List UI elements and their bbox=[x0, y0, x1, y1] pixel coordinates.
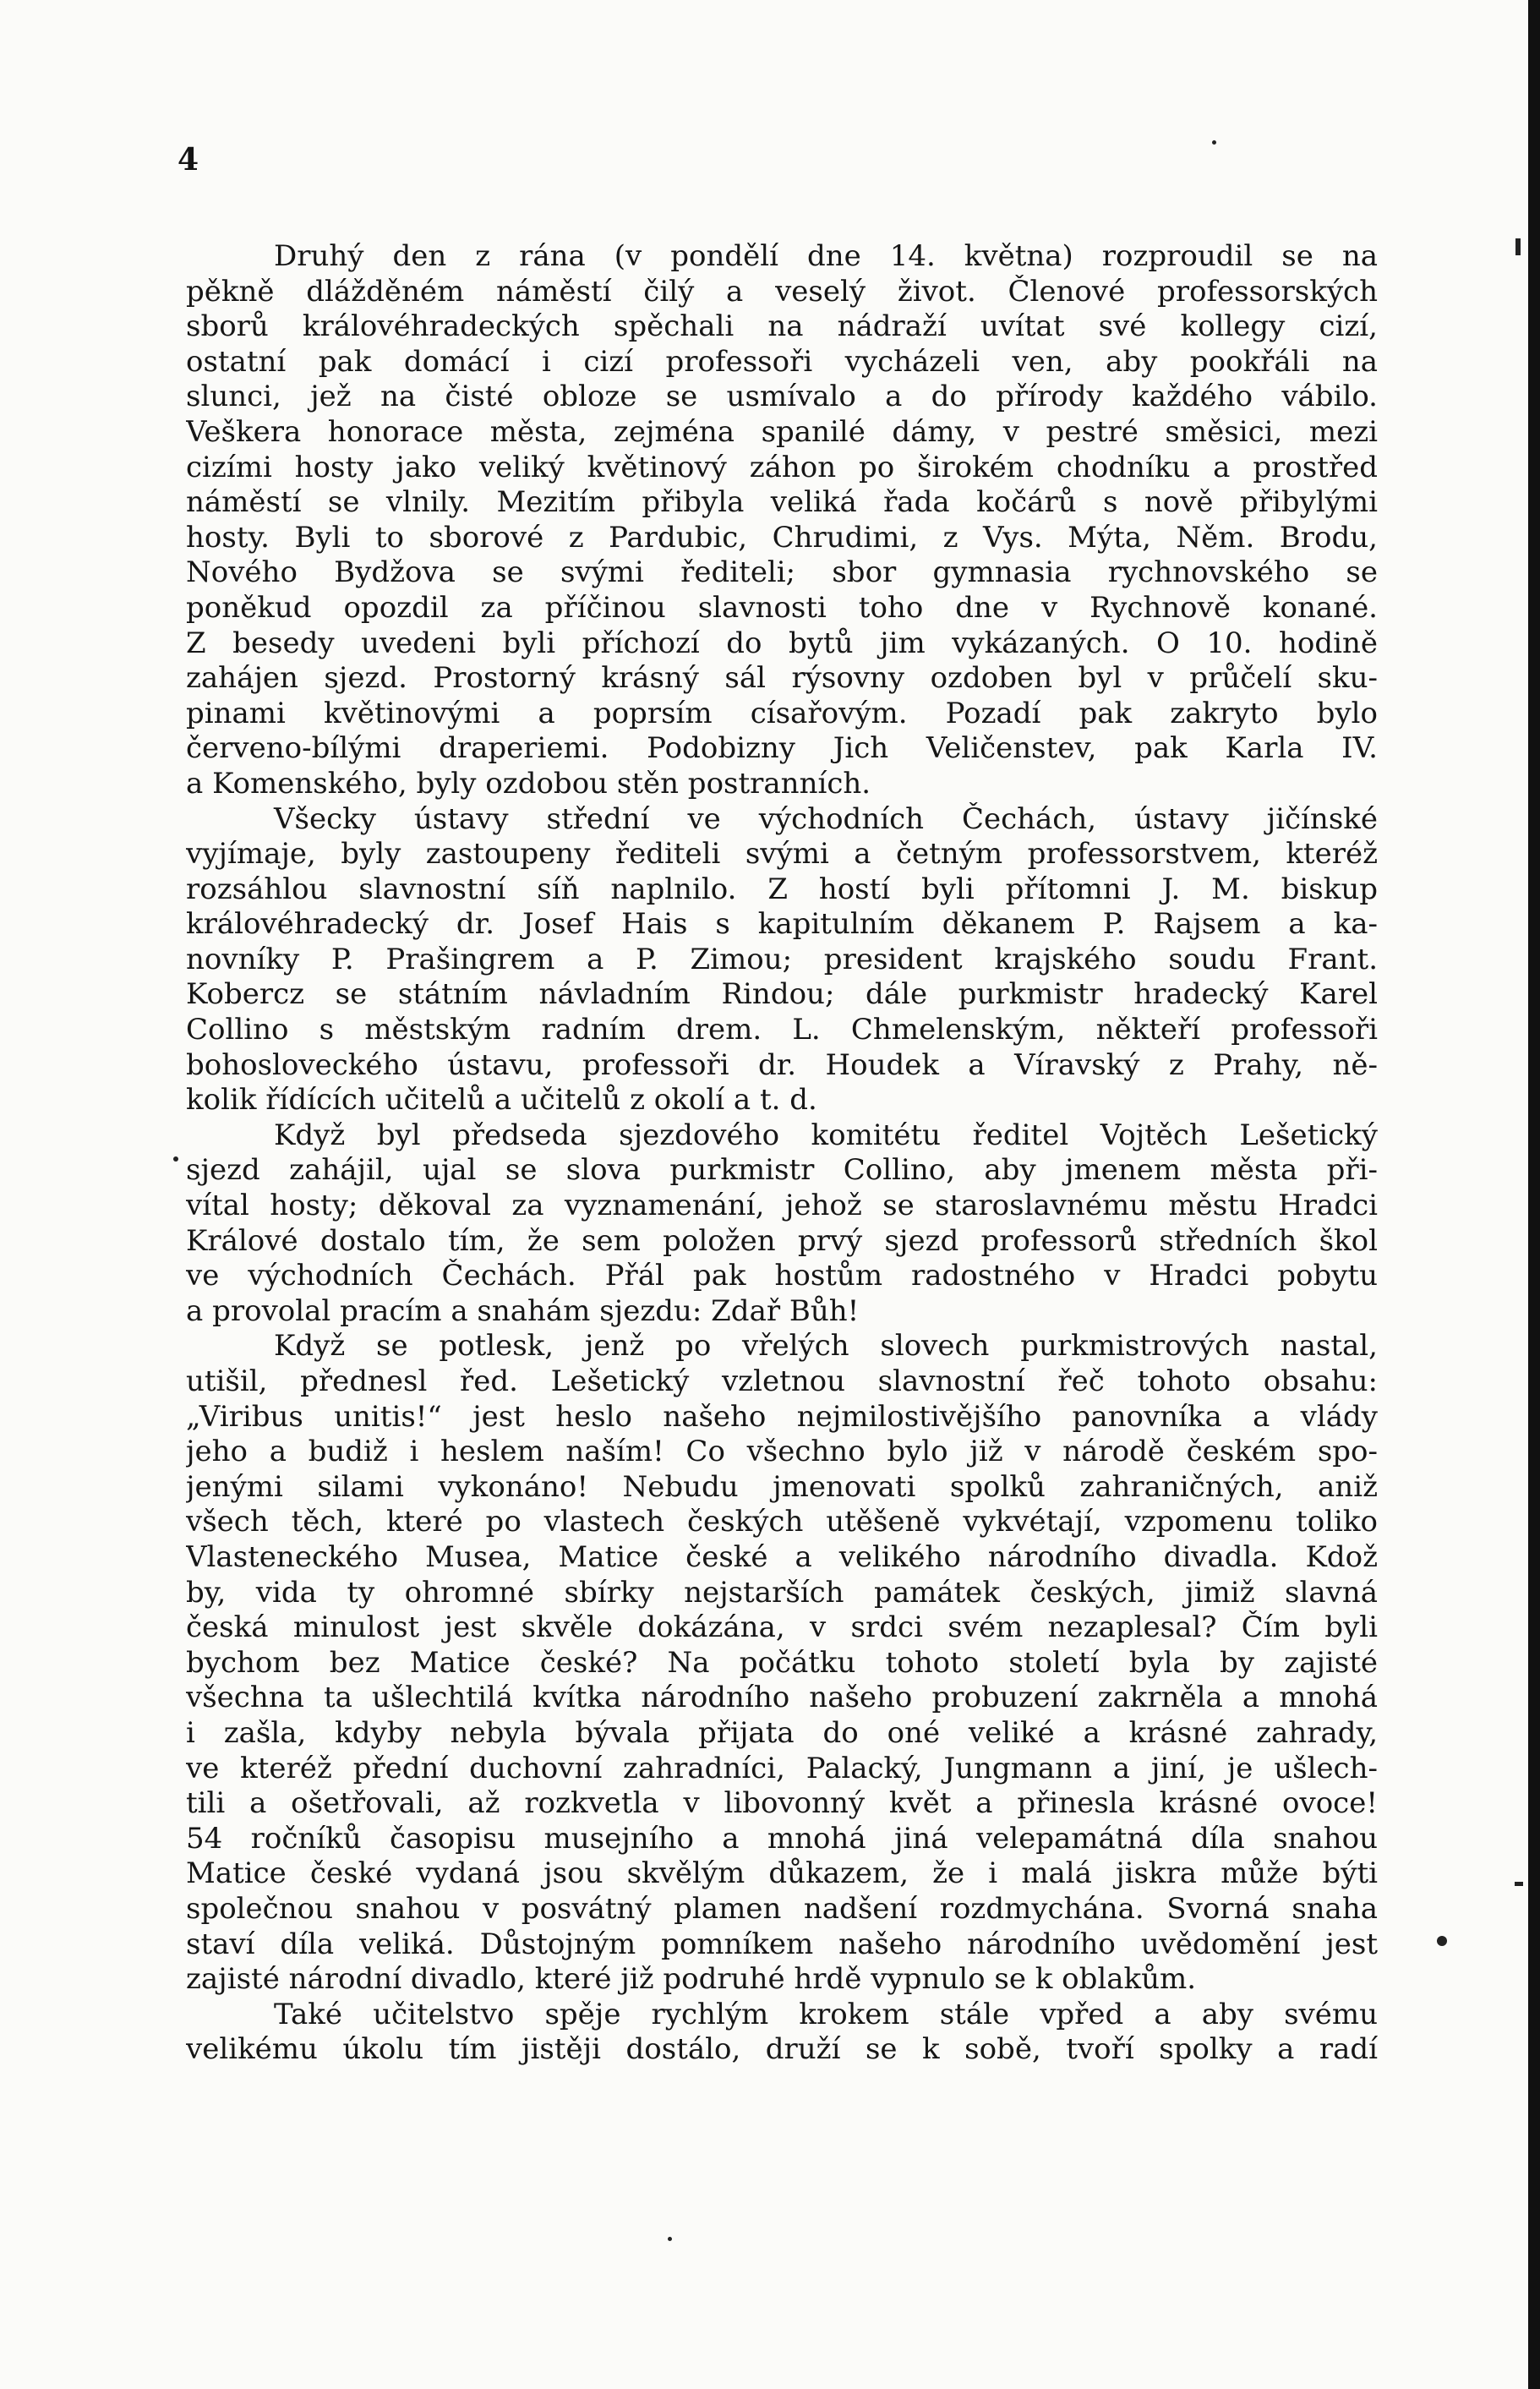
text-line: ve kteréž přední duchovní zahradníci, Palacký, Jungmann a jiní, je ušlech- bbox=[186, 1751, 1378, 1785]
text-line: Veškera honorace města, zejména spanilé dámy, v pestré směsici, mezi bbox=[186, 414, 1378, 449]
text-line: vítal hosty; děkoval za vyznamenání, jehož se staroslavnému městu Hradci bbox=[186, 1189, 1378, 1223]
text-line: sjezd zahájil, ujal se slova purkmistr Collino, aby jmenem města při- bbox=[186, 1153, 1378, 1188]
text-line: Když se potlesk, jenž po vřelých slovech purkmistrových nastal, bbox=[274, 1329, 1378, 1364]
text-line: by, vida ty ohromné sbírky nejstarších památek českých, jimiž slavná bbox=[186, 1575, 1378, 1610]
text-line: poněkud opozdil za příčinou slavnosti toho dne v Rychnově konané. bbox=[186, 590, 1378, 625]
text-line: bychom bez Matice české? Na počátku tohoto století byla by zajisté bbox=[186, 1645, 1378, 1680]
text-line: Všecky ústavy střední ve východních Čechách, ústavy jičínské bbox=[274, 801, 1378, 836]
text-line: pěkně dlážděném náměstí čilý a veselý život. Členové professorských bbox=[186, 274, 1378, 309]
scan-speck bbox=[668, 2237, 672, 2241]
text-line: Kobercz se státním návladním Rindou; dále purkmistr hradecký Karel bbox=[186, 977, 1378, 1012]
text-line: pinami květinovými a poprsím císařovým. Pozadí pak zakryto bylo bbox=[186, 696, 1378, 730]
text-line: Matice české vydaná jsou skvělým důkazem, že i malá jiskra může býti bbox=[186, 1856, 1378, 1891]
text-line: všechna ta ušlechtilá kvítka národního našeho probuzení zakrněla a mnohá bbox=[186, 1681, 1378, 1715]
text-line: královéhradecký dr. Josef Hais s kapitulním děkanem P. Rajsem a ka- bbox=[186, 907, 1378, 942]
scan-mark bbox=[1515, 1882, 1523, 1886]
text-line: staví díla veliká. Důstojným pomníkem našeho národního uvědomění jest bbox=[186, 1927, 1378, 1961]
text-line: Collino s městským radním drem. L. Chmelenským, někteří professoři bbox=[186, 1013, 1378, 1047]
text-line: všech těch, které po vlastech českých utěšeně vykvétají, vzpomenu toliko bbox=[186, 1505, 1378, 1539]
text-line: cizími hosty jako veliký květinový záhon po širokém chodníku a prostřed bbox=[186, 450, 1378, 484]
text-line: jeho a budiž i heslem naším! Co všechno bylo již v národě českém spo- bbox=[186, 1435, 1378, 1469]
text-line: náměstí se vlnily. Mezitím přibyla veliká řada kočárů s nově přibylými bbox=[186, 485, 1378, 520]
text-line: Druhý den z rána (v pondělí dne 14. května) rozproudil se na bbox=[274, 239, 1378, 273]
scan-speck bbox=[173, 1156, 178, 1162]
page-number: 4 bbox=[177, 142, 199, 178]
scan-mark bbox=[1515, 238, 1521, 255]
text-line: slunci, jež na čisté obloze se usmívalo a do přírody každého vábilo. bbox=[186, 380, 1378, 414]
text-line: Králové dostalo tím, že sem položen prvý sjezd professorů středních škol bbox=[186, 1223, 1378, 1258]
text-line: zahájen sjezd. Prostorný krásný sál rýsovny ozdoben byl v průčelí sku- bbox=[186, 661, 1378, 696]
body-text bbox=[186, 239, 1378, 2068]
text-line: i zašla, kdyby nebyla bývala přijata do oné veliké a krásné zahrady, bbox=[186, 1715, 1378, 1750]
text-line: kolik řídících učitelů a učitelů z okolí a t. d. bbox=[186, 1083, 817, 1118]
text-line: česká minulost jest skvěle dokázána, v srdci svém nezaplesal? Čím byli bbox=[186, 1610, 1378, 1645]
text-line: Když byl předseda sjezdového komitétu ředitel Vojtěch Lešetický bbox=[274, 1118, 1378, 1152]
scan-speck bbox=[1212, 140, 1216, 145]
text-line: zajisté národní divadlo, které již podruhé hrdě vypnulo se k oblakům. bbox=[186, 1962, 1197, 1997]
scan-edge bbox=[1528, 0, 1540, 2389]
text-line: Z besedy uvedeni byli příchozí do bytů jim vykázaných. O 10. hodině bbox=[186, 626, 1378, 660]
text-line: bohosloveckého ústavu, professoři dr. Houdek a Víravský z Prahy, ně- bbox=[186, 1047, 1378, 1082]
text-line: tili a ošetřovali, až rozkvetla v libovonný květ a přinesla krásné ovoce! bbox=[186, 1786, 1378, 1821]
text-line: sborů královéhradeckých spěchali na nádraží uvítat své kollegy cizí, bbox=[186, 309, 1378, 344]
text-line: „Viribus unitis!“ jest heslo našeho nejmilostivějšího panovníka a vlády bbox=[186, 1399, 1378, 1434]
text-line: červeno-bílými draperiemi. Podobizny Jich Veličenstev, pak Karla IV. bbox=[186, 731, 1378, 766]
scan-speck bbox=[1437, 1936, 1447, 1946]
text-line: a Komenského, byly ozdobou stěn postranních. bbox=[186, 766, 871, 801]
text-line: hosty. Byli to sborové z Pardubic, Chrudimi, z Vys. Mýta, Něm. Brodu, bbox=[186, 520, 1378, 555]
text-line: ostatní pak domácí i cizí professoři vycházeli ven, aby pookřáli na bbox=[186, 344, 1378, 379]
text-line: rozsáhlou slavnostní síň naplnilo. Z hostí byli přítomni J. M. biskup bbox=[186, 872, 1378, 906]
text-line: novníky P. Prašingrem a P. Zimou; president krajského soudu Frant. bbox=[186, 942, 1378, 976]
text-line: a provolal pracím a snahám sjezdu: Zdař Bůh! bbox=[186, 1293, 860, 1328]
text-line: společnou snahou v posvátný plamen nadšení rozdmychána. Svorná snaha bbox=[186, 1891, 1378, 1926]
text-line: 54 ročníků časopisu musejního a mnohá jiná velepamátná díla snahou bbox=[186, 1821, 1378, 1856]
text-line: velikému úkolu tím jistěji dostálo, druží se k sobě, tvoří spolky a radí bbox=[186, 2032, 1378, 2067]
text-line: jenými silami vykonáno! Nebudu jmenovati spolků zahraničných, aniž bbox=[186, 1469, 1378, 1504]
text-line: Nového Bydžova se svými řediteli; sbor gymnasia rychnovského se bbox=[186, 555, 1378, 590]
text-line: Také učitelstvo spěje rychlým krokem stále vpřed a aby svému bbox=[274, 1997, 1378, 2031]
text-line: Vlasteneckého Musea, Matice české a velikého národního divadla. Kdož bbox=[186, 1539, 1378, 1574]
text-line: ve východních Čechách. Přál pak hostům radostného v Hradci pobytu bbox=[186, 1259, 1378, 1293]
text-line: vyjímaje, byly zastoupeny řediteli svými a četným professorstvem, kteréž bbox=[186, 837, 1378, 872]
text-line: utišil, přednesl řed. Lešetický vzletnou slavnostní řeč tohoto obsahu: bbox=[186, 1364, 1378, 1398]
